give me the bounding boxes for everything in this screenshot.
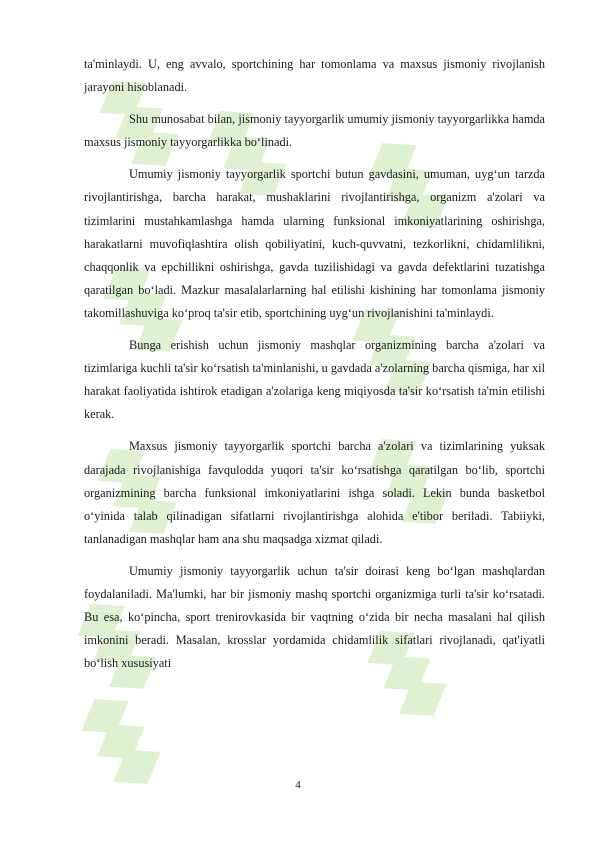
page-number: 4: [295, 779, 301, 791]
paragraph: ta'minlaydi. U, eng avvalo, sportchining har tomonlama va maxsus jismoniy rivojlanish jarayoni hisoblanadi.: [84, 57, 545, 95]
paragraph: Maxsus jismoniy tayyorgarlik sportchi barcha a'zolari va tizimlarining yuksak darajada rivojlanishiga favqulodda yuqori ta'sir ko‘rsatishga qaratilgan bo‘lib, sportchi organizmining barcha funksional imkoniyatlarini ishga soladi. Lekin bunda basketbol o‘yinida talab qilinadigan sifatlarni rivojlantirishga alohida e'tibor beriladi. Tabiiyki, tanlanadigan mashqlar ham ana shu maqsadga xizmat qiladi.: [84, 439, 545, 546]
paragraph: Umumiy jismoniy tayyorgarlik uchun ta'sir doirasi keng bo‘lgan mashqlardan foydalaniladi. Ma'lumki, har bir jismoniy mashq sportchi organizmiga turli ta'sir ko‘rsatadi. Bu esa, ko‘pincha, sport trenirovkasida bir vaqtning o‘zida bir necha masalani hal qilish imkonini beradi. Masalan, krosslar yordamida chidamlilik sifatlari rivojlanadi, qat'iyatli bo‘lish xususiyati: [84, 563, 545, 671]
paragraph: Shu munosabat bilan, jismoniy tayyorgarlik umumiy jismoniy tayyorgarlikka hamda maxsus jismoniy tayyorgarlikka bo‘linadi.: [84, 112, 545, 150]
paragraph: Bunga erishish uchun jismoniy mashqlar organizmining barcha a'zolari va tizimlariga kuchli ta'sir ko‘rsatish ta'minlanishi, u gavdada a'zolarning barcha qismiga, har xil harakat faoliyatida ishtirok etadigan a'zolariga keng miqiyosda ta'sir ko‘rsatish ta'min etilishi kerak.: [84, 338, 545, 422]
soff-watermark-logo: [74, 680, 184, 840]
document-body: [84, 53, 545, 684]
paragraph: Umumiy jismoniy tayyorgarlik sportchi butun gavdasini, umuman, uyg‘un tarzda rivojlantirishga, barcha harakat, mushaklarini rivojlantirishga, organizm a'zolari va tizimlarini mustahkamlashga hamda ularning funksional imkoniyatlarining oshirishga, harakatlarni muvofiqlashtira olish qobiliyatini, kuch-quvvatni, tezkorlikni, chidamlilikni, chaqqonlik va epchillikni oshirishga, gavda tuzilishidagi va gavda defektlarini tuzatishga qaratilgan bo‘ladi. Mazkur masalalarlarning hal etilishi kishining har tomonlama jismoniy takomillashuviga ko‘proq ta'sir etib, sportchining uyg‘un rivojlanishini ta'minlaydi.: [84, 167, 545, 320]
